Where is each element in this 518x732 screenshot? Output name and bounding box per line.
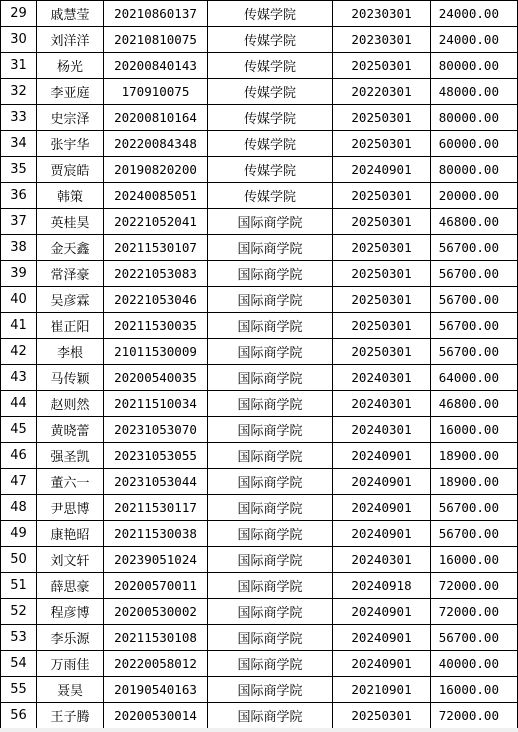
name-cell: 强圣凯 [37, 443, 104, 469]
student-id-cell: 21011530009 [104, 339, 208, 365]
date-cell: 20240301 [333, 365, 431, 391]
date-cell: 20250301 [333, 53, 431, 79]
name-cell: 韩策 [37, 183, 104, 209]
student-id-cell: 20190540163 [104, 677, 208, 703]
row-index: 48 [1, 495, 37, 521]
student-id-cell: 170910075 [104, 79, 208, 105]
college-cell: 国际商学院 [208, 313, 333, 339]
date-cell: 20240901 [333, 521, 431, 547]
row-index: 43 [1, 365, 37, 391]
name-cell: 刘洋洋 [37, 27, 104, 53]
amount-cell: 24000.00 [431, 1, 518, 27]
amount-cell: 80000.00 [431, 105, 518, 131]
table-row [1, 183, 518, 209]
table-row [1, 287, 518, 313]
amount-cell: 56700.00 [431, 287, 518, 313]
table-row [1, 495, 518, 521]
amount-cell: 72000.00 [431, 599, 518, 625]
student-id-cell: 20200810164 [104, 105, 208, 131]
date-cell: 20230301 [333, 1, 431, 27]
amount-cell: 56700.00 [431, 235, 518, 261]
amount-cell: 56700.00 [431, 625, 518, 651]
college-cell: 国际商学院 [208, 495, 333, 521]
college-cell: 国际商学院 [208, 469, 333, 495]
college-cell: 国际商学院 [208, 391, 333, 417]
row-index: 45 [1, 417, 37, 443]
student-id-cell: 20221053083 [104, 261, 208, 287]
date-cell: 20250301 [333, 287, 431, 313]
student-id-cell: 20190820200 [104, 157, 208, 183]
amount-cell: 16000.00 [431, 417, 518, 443]
table-row [1, 677, 518, 703]
date-cell: 20240301 [333, 391, 431, 417]
table-row [1, 521, 518, 547]
college-cell: 传媒学院 [208, 27, 333, 53]
amount-cell: 80000.00 [431, 53, 518, 79]
date-cell: 20250301 [333, 183, 431, 209]
row-index: 44 [1, 391, 37, 417]
student-id-cell: 20221052041 [104, 209, 208, 235]
name-cell: 李亚庭 [37, 79, 104, 105]
date-cell: 20240901 [333, 443, 431, 469]
student-id-cell: 20200840143 [104, 53, 208, 79]
amount-cell: 46800.00 [431, 209, 518, 235]
college-cell: 国际商学院 [208, 573, 333, 599]
college-cell: 传媒学院 [208, 157, 333, 183]
student-id-cell: 20211530038 [104, 521, 208, 547]
amount-cell: 80000.00 [431, 157, 518, 183]
table-row [1, 1, 518, 27]
row-index: 50 [1, 547, 37, 573]
name-cell: 吴彦霖 [37, 287, 104, 313]
name-cell: 史宗泽 [37, 105, 104, 131]
student-id-cell: 20210810075 [104, 27, 208, 53]
amount-cell: 18900.00 [431, 443, 518, 469]
college-cell: 国际商学院 [208, 703, 333, 729]
table-row [1, 339, 518, 365]
row-index: 41 [1, 313, 37, 339]
name-cell: 贾宸皓 [37, 157, 104, 183]
college-cell: 国际商学院 [208, 209, 333, 235]
college-cell: 国际商学院 [208, 287, 333, 313]
date-cell: 20240918 [333, 573, 431, 599]
amount-cell: 24000.00 [431, 27, 518, 53]
college-cell: 国际商学院 [208, 651, 333, 677]
table-row [1, 313, 518, 339]
name-cell: 张宇华 [37, 131, 104, 157]
college-cell: 国际商学院 [208, 599, 333, 625]
date-cell: 20230301 [333, 27, 431, 53]
date-cell: 20250301 [333, 235, 431, 261]
date-cell: 20240901 [333, 157, 431, 183]
bottom-scroll-strip [0, 728, 518, 732]
student-id-cell: 20200540035 [104, 365, 208, 391]
row-index: 51 [1, 573, 37, 599]
college-cell: 传媒学院 [208, 131, 333, 157]
student-id-cell: 20231053055 [104, 443, 208, 469]
table-row [1, 469, 518, 495]
name-cell: 李根 [37, 339, 104, 365]
row-index: 35 [1, 157, 37, 183]
college-cell: 国际商学院 [208, 625, 333, 651]
row-index: 47 [1, 469, 37, 495]
amount-cell: 72000.00 [431, 573, 518, 599]
college-cell: 国际商学院 [208, 521, 333, 547]
amount-cell: 56700.00 [431, 261, 518, 287]
date-cell: 20240901 [333, 469, 431, 495]
date-cell: 20250301 [333, 339, 431, 365]
student-id-cell: 20231053044 [104, 469, 208, 495]
date-cell: 20250301 [333, 209, 431, 235]
date-cell: 20210901 [333, 677, 431, 703]
row-index: 39 [1, 261, 37, 287]
student-id-cell: 20220084348 [104, 131, 208, 157]
student-id-cell: 20240085051 [104, 183, 208, 209]
table-row [1, 625, 518, 651]
table-row [1, 157, 518, 183]
name-cell: 崔正阳 [37, 313, 104, 339]
student-id-cell: 20211530035 [104, 313, 208, 339]
amount-cell: 16000.00 [431, 677, 518, 703]
name-cell: 王子腾 [37, 703, 104, 729]
student-id-cell: 20200530014 [104, 703, 208, 729]
row-index: 29 [1, 1, 37, 27]
table-row [1, 27, 518, 53]
amount-cell: 56700.00 [431, 313, 518, 339]
college-cell: 国际商学院 [208, 261, 333, 287]
row-index: 52 [1, 599, 37, 625]
table-body [1, 1, 518, 729]
amount-cell: 64000.00 [431, 365, 518, 391]
row-index: 54 [1, 651, 37, 677]
college-cell: 传媒学院 [208, 53, 333, 79]
date-cell: 20240901 [333, 495, 431, 521]
table-row [1, 547, 518, 573]
college-cell: 传媒学院 [208, 183, 333, 209]
date-cell: 20220301 [333, 79, 431, 105]
amount-cell: 20000.00 [431, 183, 518, 209]
row-index: 42 [1, 339, 37, 365]
student-id-cell: 20211530107 [104, 235, 208, 261]
amount-cell: 18900.00 [431, 469, 518, 495]
date-cell: 20240301 [333, 417, 431, 443]
name-cell: 尹思博 [37, 495, 104, 521]
date-cell: 20250301 [333, 105, 431, 131]
college-cell: 传媒学院 [208, 1, 333, 27]
table-row [1, 417, 518, 443]
student-id-cell: 20211530108 [104, 625, 208, 651]
row-index: 49 [1, 521, 37, 547]
date-cell: 20250301 [333, 131, 431, 157]
amount-cell: 72000.00 [431, 703, 518, 729]
student-id-cell: 20200530002 [104, 599, 208, 625]
name-cell: 薛思豪 [37, 573, 104, 599]
amount-cell: 46800.00 [431, 391, 518, 417]
row-index: 32 [1, 79, 37, 105]
table-row [1, 651, 518, 677]
name-cell: 董六一 [37, 469, 104, 495]
college-cell: 传媒学院 [208, 105, 333, 131]
college-cell: 国际商学院 [208, 235, 333, 261]
name-cell: 李乐源 [37, 625, 104, 651]
college-cell: 国际商学院 [208, 547, 333, 573]
date-cell: 20240301 [333, 547, 431, 573]
college-cell: 国际商学院 [208, 339, 333, 365]
row-index: 55 [1, 677, 37, 703]
row-index: 46 [1, 443, 37, 469]
table-row [1, 365, 518, 391]
row-index: 31 [1, 53, 37, 79]
date-cell: 20240901 [333, 599, 431, 625]
name-cell: 金天鑫 [37, 235, 104, 261]
name-cell: 赵则然 [37, 391, 104, 417]
amount-cell: 56700.00 [431, 495, 518, 521]
row-index: 40 [1, 287, 37, 313]
table-row [1, 703, 518, 729]
date-cell: 20240901 [333, 651, 431, 677]
college-cell: 国际商学院 [208, 443, 333, 469]
row-index: 36 [1, 183, 37, 209]
student-id-cell: 20210860137 [104, 1, 208, 27]
date-cell: 20240901 [333, 625, 431, 651]
college-cell: 国际商学院 [208, 417, 333, 443]
amount-cell: 60000.00 [431, 131, 518, 157]
date-cell: 20250301 [333, 261, 431, 287]
name-cell: 刘文轩 [37, 547, 104, 573]
name-cell: 英桂昊 [37, 209, 104, 235]
table-row [1, 209, 518, 235]
college-cell: 传媒学院 [208, 79, 333, 105]
row-index: 38 [1, 235, 37, 261]
name-cell: 马传颖 [37, 365, 104, 391]
table-row [1, 573, 518, 599]
college-cell: 国际商学院 [208, 677, 333, 703]
table-row [1, 79, 518, 105]
amount-cell: 56700.00 [431, 521, 518, 547]
name-cell: 常泽豪 [37, 261, 104, 287]
table-row [1, 235, 518, 261]
name-cell: 杨光 [37, 53, 104, 79]
name-cell: 程彦博 [37, 599, 104, 625]
table-row [1, 391, 518, 417]
amount-cell: 48000.00 [431, 79, 518, 105]
name-cell: 康艳昭 [37, 521, 104, 547]
row-index: 33 [1, 105, 37, 131]
table-row [1, 105, 518, 131]
name-cell: 聂昊 [37, 677, 104, 703]
student-id-cell: 20200570011 [104, 573, 208, 599]
row-index: 34 [1, 131, 37, 157]
student-id-cell: 20231053070 [104, 417, 208, 443]
amount-cell: 16000.00 [431, 547, 518, 573]
table-row [1, 443, 518, 469]
row-index: 56 [1, 703, 37, 729]
row-index: 30 [1, 27, 37, 53]
amount-cell: 56700.00 [431, 339, 518, 365]
date-cell: 20250301 [333, 703, 431, 729]
table-row [1, 599, 518, 625]
college-cell: 国际商学院 [208, 365, 333, 391]
student-id-cell: 20220058012 [104, 651, 208, 677]
name-cell: 万雨佳 [37, 651, 104, 677]
table-row [1, 53, 518, 79]
student-id-cell: 20239051024 [104, 547, 208, 573]
student-id-cell: 20211510034 [104, 391, 208, 417]
student-id-cell: 20221053046 [104, 287, 208, 313]
row-index: 37 [1, 209, 37, 235]
row-index: 53 [1, 625, 37, 651]
student-id-cell: 20211530117 [104, 495, 208, 521]
name-cell: 黄晓蕾 [37, 417, 104, 443]
date-cell: 20250301 [333, 313, 431, 339]
table-row [1, 131, 518, 157]
table-row [1, 261, 518, 287]
amount-cell: 40000.00 [431, 651, 518, 677]
name-cell: 戚慧莹 [37, 1, 104, 27]
